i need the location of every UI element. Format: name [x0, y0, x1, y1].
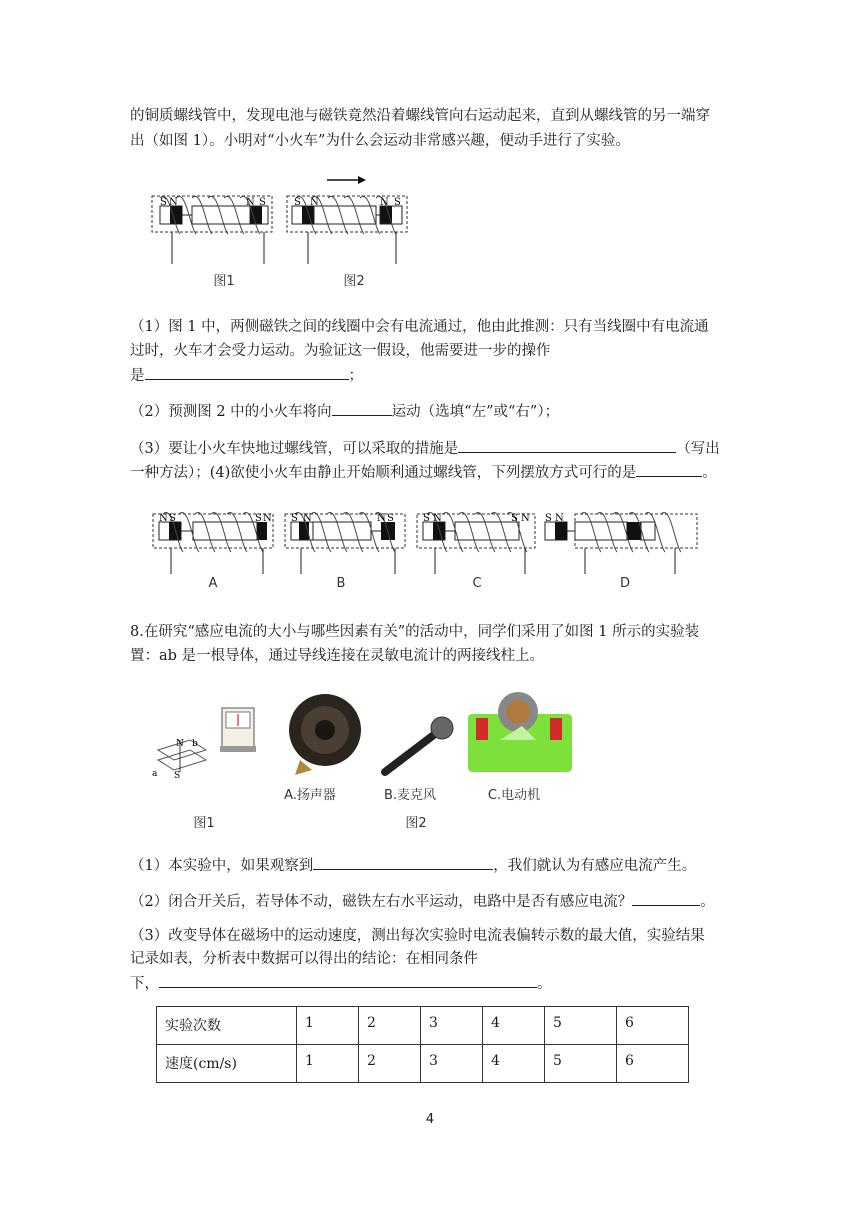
option-b-diagram [285, 512, 405, 574]
fig1-caption: 图1 [213, 274, 235, 289]
table-cell: 4 [483, 1007, 545, 1045]
table-cell: 1 [297, 1007, 359, 1045]
table-row [157, 1007, 689, 1045]
svg-text:N: N [521, 513, 530, 524]
table-cell: 2 [359, 1045, 421, 1083]
table-cell: 速度(cm/s) [157, 1045, 297, 1083]
answer-blank-3[interactable] [458, 437, 676, 453]
table-cell: 5 [545, 1045, 617, 1083]
q8-p2: （2）闭合开关后，若导体不动，磁铁左右水平运动，电路中是否有感应电流？ 。 [130, 890, 715, 912]
motion-arrow-icon [327, 176, 366, 184]
svg-text:S: S [387, 513, 394, 524]
table-cell: 4 [483, 1045, 545, 1083]
solenoid-options-figure [145, 500, 705, 580]
q7-p3-line2: 一种方法）；(4)欲使小火车由静止开始顺利通过螺线管，下列摆放方式可行的是 。 [130, 461, 717, 483]
table-cell: 3 [421, 1007, 483, 1045]
q7-p1-line2: 过时，火车才会受力运动。为验证这一假设，他需要进一步的操作 [130, 343, 551, 359]
answer-blank-1[interactable] [145, 364, 349, 380]
svg-text:N: N [159, 513, 168, 524]
table-row [157, 1045, 689, 1083]
q8-p1: （1）本实验中，如果观察到 ，我们就认为有感应电流产生。 [130, 854, 696, 876]
q7-p1-line1: （1）图 1 中，两侧磁铁之间的线圈中会有电流通过，他由此推测：只有当线圈中有电流通 [130, 319, 709, 335]
svg-text:N: N [176, 739, 184, 749]
option-a-diagram [153, 512, 273, 574]
fig2-caption: 图2 [343, 274, 365, 289]
svg-text:N: N [380, 197, 389, 208]
table-cell: 6 [617, 1007, 689, 1045]
svg-text:S: S [255, 513, 262, 524]
microphone-icon [385, 717, 453, 772]
q8-fig2-caption: 图2 [405, 816, 427, 831]
table-cell: 6 [617, 1045, 689, 1083]
svg-text:S: S [511, 513, 518, 524]
solenoid-figure-top [140, 168, 430, 298]
svg-text:S: S [423, 513, 430, 524]
svg-text:N: N [263, 513, 272, 524]
q8-p3-line2: 记录如表，分析表中数据可以得出的结论：在相同条件 [130, 951, 478, 967]
svg-text:N: N [310, 197, 319, 208]
fig1-train [152, 196, 272, 264]
svg-text:S: S [394, 197, 401, 208]
fig1-label-s-left: S [160, 197, 167, 208]
fig1-label-s-right: S [259, 197, 266, 208]
svg-text:S: S [291, 513, 298, 524]
q8-p3-line3: 下， 。 [130, 972, 552, 994]
q7-p3-line1: （3）要让小火车快地过螺线管，可以采取的措施是 （写出 [130, 437, 720, 459]
q8-intro-line1: 8.在研究“感应电流的大小与哪些因素有关”的活动中，同学们采用了如图 1 所示的实验装 [130, 624, 700, 640]
option-c-diagram [417, 512, 535, 574]
option-a-label: A [208, 576, 218, 591]
table-cell: 3 [421, 1045, 483, 1083]
option-c-label: C [472, 576, 482, 591]
svg-text:S: S [545, 513, 552, 524]
svg-text:N: N [433, 513, 442, 524]
answer-blank-7[interactable] [159, 972, 537, 988]
fig1-label-n-right: N [246, 197, 255, 208]
q8-p3-line1: （3）改变导体在磁场中的运动速度，测出每次实验时电流表偏转示数的最大值，实验结果 [130, 928, 705, 944]
q7-p2: （2）预测图 2 中的小火车将向 运动（选填“左”或“右”）； [130, 400, 559, 422]
motor-label: C.电动机 [487, 788, 541, 803]
svg-text:a: a [152, 769, 158, 779]
svg-text:S: S [174, 771, 181, 781]
motor-icon [468, 692, 572, 772]
induction-figure [150, 680, 590, 800]
q7-p1-line3: 是 ； [130, 364, 363, 386]
table-cell: 2 [359, 1007, 421, 1045]
microphone-label: B.麦克风 [383, 788, 437, 803]
speaker-label: A.扬声器 [284, 788, 336, 803]
fig2-train [287, 196, 407, 264]
svg-text:N: N [303, 513, 312, 524]
svg-text:N: N [555, 513, 564, 524]
answer-blank-2[interactable] [332, 400, 392, 416]
svg-text:S: S [294, 197, 301, 208]
q8-fig1-caption: 图1 [193, 816, 215, 831]
table-cell: 实验次数 [157, 1007, 297, 1045]
galvanometer-icon [220, 708, 256, 752]
option-b-label: B [336, 576, 346, 591]
svg-text:S: S [169, 513, 176, 524]
q8-intro-line2: 置：ab 是一根导体，通过导线连接在灵敏电流计的两接线柱上。 [130, 648, 545, 664]
experiment-table [156, 1006, 689, 1083]
magnet-conductor-diagram [152, 739, 206, 781]
option-d-diagram [545, 512, 697, 574]
page-number: 4 [425, 1112, 435, 1127]
svg-text:b: b [192, 739, 198, 749]
intro-line-2: 出（如图 1）。小明对“小火车”为什么会运动非常感兴趣，便动手进行了实验。 [130, 133, 630, 149]
answer-blank-6[interactable] [632, 890, 700, 906]
svg-text:N: N [377, 513, 386, 524]
intro-line-1: 的铜质螺线管中，发现电池与磁铁竟然沿着螺线管向右运动起来，直到从螺线管的另一端穿 [130, 108, 710, 124]
table-cell: 5 [545, 1007, 617, 1045]
option-d-label: D [619, 576, 630, 591]
table-cell: 1 [297, 1045, 359, 1083]
fig1-label-n-left: N [169, 197, 178, 208]
speaker-icon [289, 694, 361, 775]
answer-blank-4[interactable] [636, 461, 702, 477]
answer-blank-5[interactable] [313, 854, 493, 870]
